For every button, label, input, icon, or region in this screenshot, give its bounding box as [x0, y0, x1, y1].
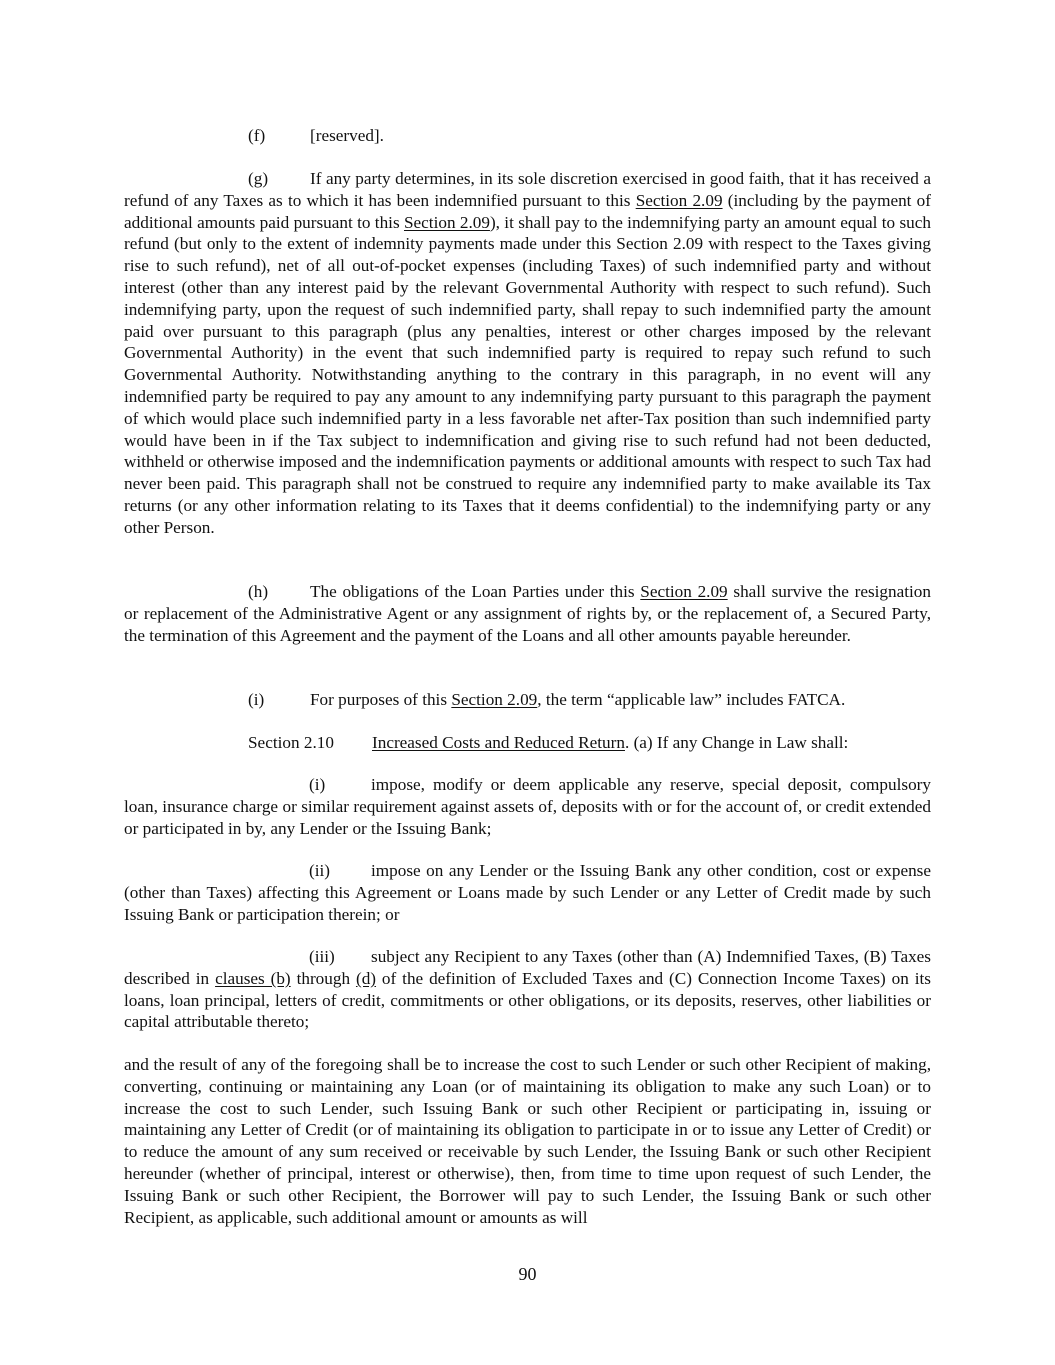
section-label: Section 2.10	[248, 733, 334, 752]
clause-text: . (a) If any Change in Law shall:	[624, 733, 849, 752]
clause-text: (including by the payment of additional amounts paid pursuant to this	[124, 190, 931, 232]
clause-text: subject any Recipient to any Taxes (other than (A) Indemnified Taxes, (B) Taxes described in	[124, 947, 931, 988]
clause-label: (g)	[248, 169, 269, 188]
clause-text: and the result of any of the foregoing shall be to increase the cost to such Lender or such other Recipient of making, converting, continuing or maintaining any Loan (or of maintaining its obligation to make any such Loan) or to increase the cost to such Lender, such Issuing Bank or such other Recipient or participating in, issuing or maintaining any Letter of Credit (or of maintaining its obligation to participate in or to issue any Letter of Credit) or to reduce the amount of any sum received or receivable by such Lender, the Issuing Bank or such other Recipient hereunder (whether of principal, interest or otherwise), then, from time to time upon request of such Lender, the Issuing Bank or such other Recipient, the Borrower will pay to such Lender, the Issuing Bank or such other Recipient, as applicable, such additional amount or amounts as will	[124, 1055, 931, 1227]
section-reference: Section 2.09	[451, 690, 538, 709]
clause-label: (h)	[248, 582, 269, 601]
section-2-10-heading	[124, 732, 1055, 754]
clause-label: (i)	[309, 775, 326, 794]
clause-text: ), it shall pay to the indemnifying party an amount equal to such refund (but only to the extent of indemnity payments made under this Section 2.09 with respect to the Taxes giving rise to such refund), net of all out-of-pocket expenses (including Taxes) of such indemnified party and without interest (other than any interest paid by the relevant Governmental Authority with respect to such refund). Such indemnifying party, upon the request of such indemnified party, shall repay to such indemnified party the amount paid over pursuant to this paragraph (plus any penalties, interest or other charges imposed by the relevant Governmental Authority) in the event that such indemnified party is required to repay such refund to such Governmental Authority. Notwithstanding anything to the contrary in this paragraph, in no event will any indemnified party be required to pay any amount to any indemnifying party pursuant to this paragraph the payment of which would place such indemnified party in a less favorable net after-Tax position than such indemnified party would have been in if the Tax subject to indemnification and giving rise to such refund had not been deducted, withheld or otherwise imposed and the indemnification payments or additional amounts with respect to such Tax had never been paid. This paragraph shall not be construed to require any indemnified party to make available its Tax returns (or any other information relating to its Taxes that it deems confidential) to the indemnifying party or any other Person.	[124, 212, 931, 537]
clause-text: impose on any Lender or the Issuing Bank any other condition, cost or expense (other than Taxes) affecting this Agreement or Loans made by such Lender or any Letter of Credit made by such Issuing Bank or participation therein; or	[124, 861, 931, 924]
closing-paragraph	[124, 1054, 931, 1228]
clause-label: (ii)	[309, 861, 330, 880]
paragraph-g	[124, 168, 931, 539]
paragraph-h	[124, 581, 931, 646]
paragraph-i	[124, 689, 1055, 711]
clause-text: If any party determines, in its sole discretion exercised in good faith, that it has received a refund of any Taxes as to which it has been indemnified pursuant to this	[124, 169, 931, 210]
paragraph-2-10-iii	[124, 946, 931, 1033]
clause-text: of the definition of Excluded Taxes and (C) Connection Income Taxes) on its loans, loan principal, letters of credit, commitments or other obligations, or its deposits, reserves, other liabilities or capital attributable thereto;	[124, 968, 931, 1032]
clause-text: impose, modify or deem applicable any reserve, special deposit, compulsory loan, insurance charge or similar requirement against assets of, deposits with or for the account of, or credit extended or participated in by, any Lender or the Issuing Bank;	[124, 775, 931, 838]
clause-text: For purposes of this	[310, 690, 452, 709]
clause-text: [reserved].	[310, 126, 384, 145]
clause-text: shall survive the resignation or replacement of the Administrative Agent or any assignment of rights by, or the replacement of, a Secured Party, the termination of this Agreement and the payment of the Loans and all other amounts payable hereunder.	[124, 582, 931, 645]
clause-label: (f)	[248, 126, 266, 145]
clause-text: through	[290, 968, 356, 988]
paragraph-2-10-ii	[124, 860, 931, 925]
clause-text: , the term “applicable law” includes FATCA.	[537, 690, 846, 709]
clause-label: (i)	[248, 690, 265, 709]
clause-reference: clauses (b)	[215, 968, 291, 988]
section-reference: Section 2.09	[403, 212, 490, 232]
clause-reference: (d)	[355, 968, 377, 988]
page-number: 90	[518, 1264, 537, 1284]
clause-label: (iii)	[309, 947, 335, 966]
section-reference: Section 2.09	[640, 582, 728, 601]
section-title: Increased Costs and Reduced Return	[372, 733, 625, 752]
paragraph-2-10-i	[124, 774, 931, 839]
paragraph-f	[124, 125, 1055, 147]
section-reference: Section 2.09	[635, 190, 723, 210]
clause-text: The obligations of the Loan Parties under this	[310, 582, 641, 601]
